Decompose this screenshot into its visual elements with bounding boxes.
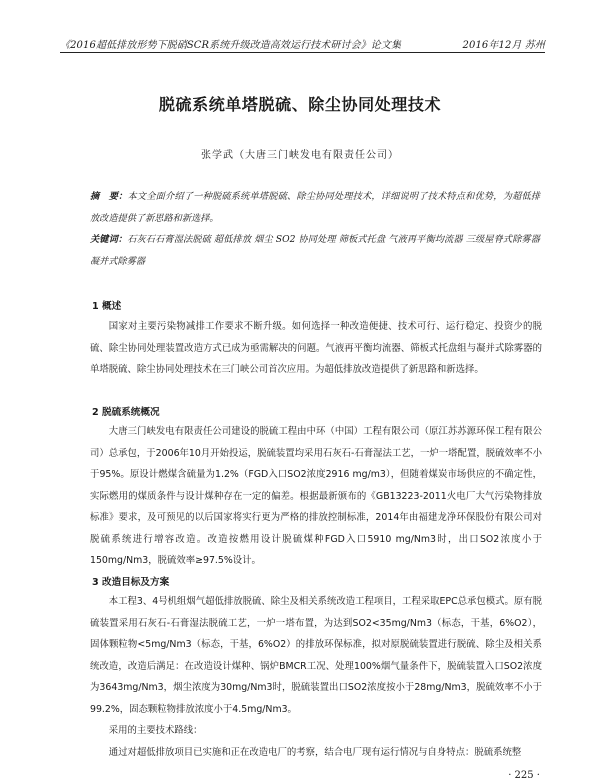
abstract [90, 186, 540, 230]
section-paragraph: 采用的主要技术路线： [108, 725, 203, 736]
section-heading: 2 脱硫系统概况 [92, 407, 160, 418]
abstract-label: 摘 要： [90, 191, 128, 202]
section-heading: 1 概述 [92, 301, 122, 312]
section-paragraph: 国家对主要污染物减排工作要求不断升级。如何选择一种改造便捷、技术可行、运行稳定、投资少的脱硫、除尘协同处理装置改造方式已成为亟需解决的问题。气液再平衡均流器、筛板式托盘组与凝并式除雾器的单塔脱硫、除尘协同处理技术在三门峡公司首次应用。为超低排放改造提供了新思路和新选择。 [90, 321, 542, 375]
paper-title: 脱硫系统单塔脱硫、除尘协同处理技术 [158, 95, 442, 114]
keywords-text: 石灰石石膏湿法脱硫 超低排放 烟尘 SO2 协同处理 筛板式托盘 气液再平衡均流器 三级屋脊式除雾器 凝并式除雾器 [90, 234, 540, 267]
keywords-label: 关键词： [90, 234, 128, 245]
abstract-text: 本文全面介绍了一种脱硫系统单塔脱硫、除尘协同处理技术，详细说明了技术特点和优势，为超低排放改造提供了新思路和新选择。 [90, 191, 541, 224]
section-paragraph: 大唐三门峡发电有限责任公司建设的脱硫工程由中环（中国）工程有限公司（原江苏苏源环保工程有限公司）总承包，于2006年10月开始投运，脱硫装置均采用石灰石-石膏湿法工艺，一炉一塔配置，脱硫效率不小于95%。原设计燃煤含硫量为1.2%（FGD入口SO2浓度2916 mg/m3），但随着煤炭市场供应的不确定性，实际燃用的煤质条件与设计煤种存在一定的偏差。根据最新颁布的《GB13223-2011火电厂大气污染物排放标准》要求，及可预见的以后国家将实行更为严格的排放控制标准，2014年由福建龙净环保股份有限公司对脱硫系统进行增容改造。改造按燃用设计脱硫煤种FGD入口5910 mg/Nm3时，出口SO2浓度小于150mg/Nm3，脱硫效率≥97.5%设计。 [90, 426, 542, 566]
running-header-left: 《2016超低排放形势下脱硝SCR系统升级改造高效运行技术研讨会》论文集 [60, 40, 402, 51]
running-header-right: 2016年12月 苏州 [462, 40, 545, 51]
section-heading: 3 改造目标及方案 [92, 577, 170, 588]
page-number: · 225 · [508, 770, 540, 781]
header-rule [60, 52, 545, 53]
section-paragraph: 通过对超低排放项目已实施和正在改造电厂的考察，结合电厂现有运行情况与自身特点：脱硫系统整 [108, 747, 522, 758]
section-paragraph: 本工程3、4号机组烟气超低排放脱硫、除尘及相关系统改造工程项目，工程采取EPC总承包模式。原有脱硫装置采用石灰石-石膏湿法脱硫工艺，一炉一塔布置，为达到SO2<35mg/Nm3（标态，干基，6%O2），固体颗粒物<5mg/Nm3（标态，干基，6%O2）的排放环保标准，拟对原脱硫装置进行脱硫、除尘及相关系统改造，改造后满足：在改造设计煤种、锅炉BMCR工况、处理100%烟气量条件下，脱硫装置入口SO2浓度为3643mg/Nm3，烟尘浓度为30mg/Nm3时，脱硫装置出口SO2浓度按小于28mg/Nm3，脱硫效率不小于99.2%，固态颗粒物排放浓度小于4.5mg/Nm3。 [90, 596, 542, 715]
running-header [60, 36, 545, 51]
author-line: 张学武（大唐三门峡发电有限责任公司） [201, 150, 399, 161]
keywords [90, 229, 540, 273]
